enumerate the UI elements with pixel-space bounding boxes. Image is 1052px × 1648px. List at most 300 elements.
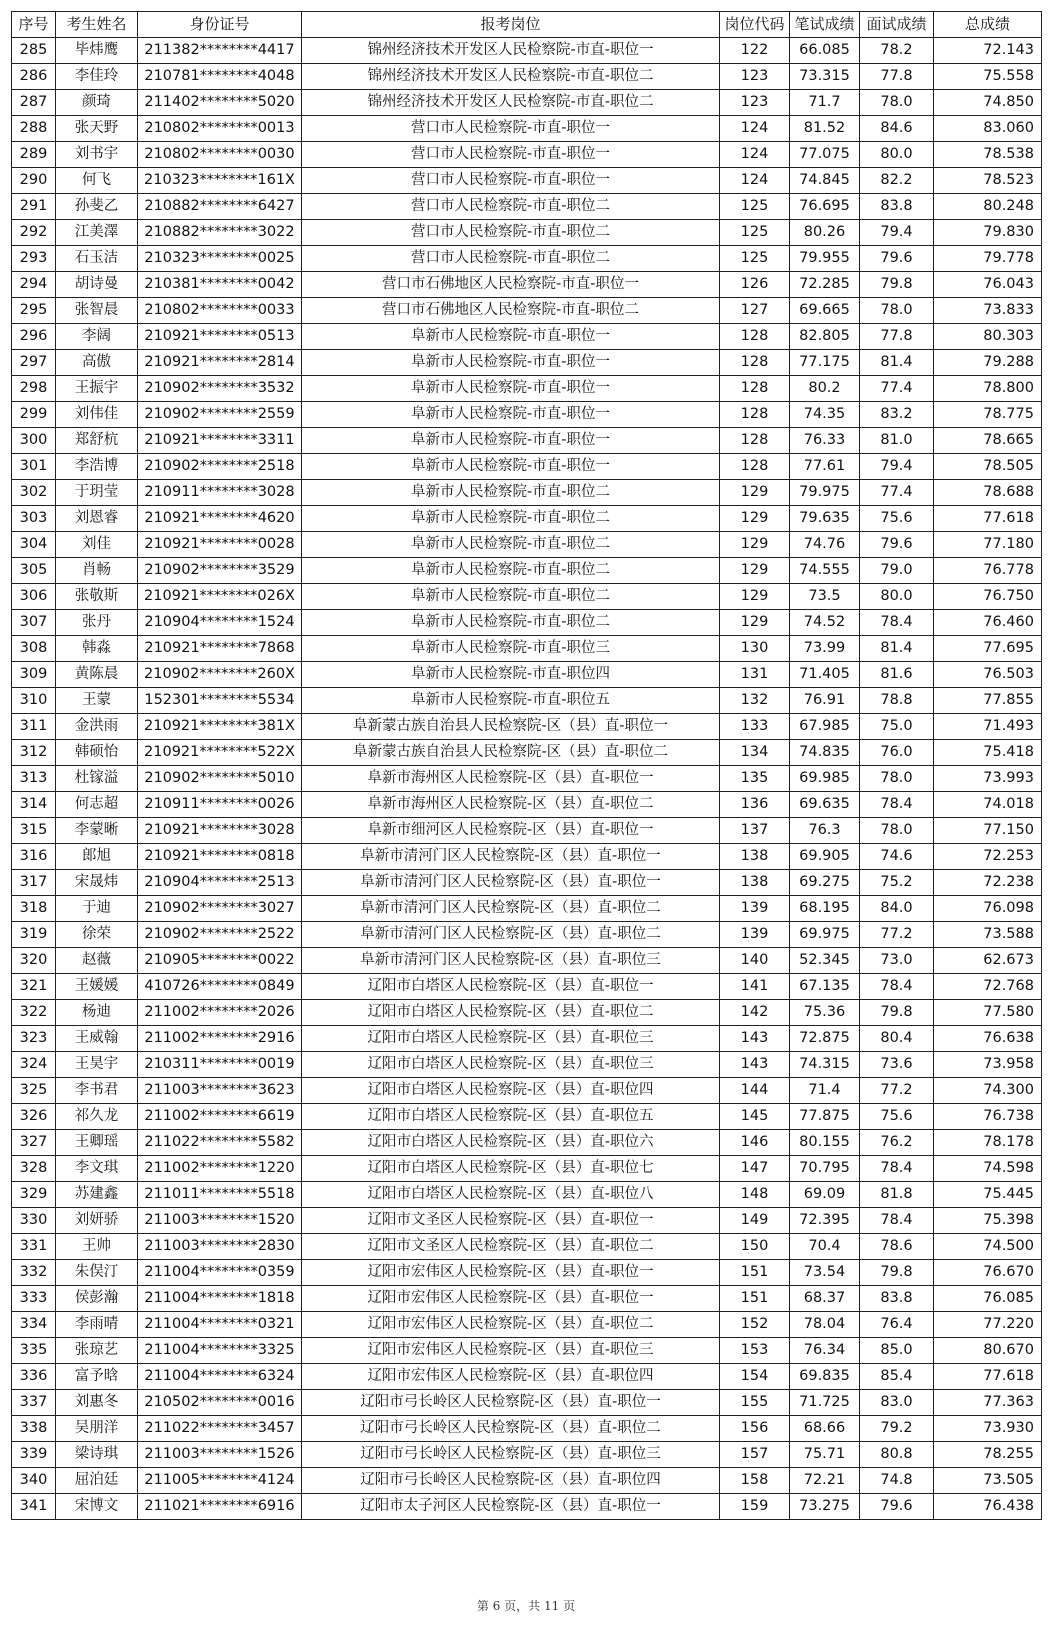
- cell-seq: 287: [12, 90, 56, 116]
- cell-id: 210802********0030: [138, 142, 302, 168]
- cell-name: 徐荣: [56, 922, 138, 948]
- cell-name: 张丹: [56, 610, 138, 636]
- cell-name: 侯彭瀚: [56, 1286, 138, 1312]
- cell-code: 151: [720, 1286, 790, 1312]
- cell-seq: 322: [12, 1000, 56, 1026]
- cell-written: 70.4: [790, 1234, 860, 1260]
- table-row: [12, 480, 1042, 506]
- cell-interview: 79.4: [860, 454, 934, 480]
- cell-position: 阜新蒙古族自治县人民检察院-区（县）直-职位一: [302, 714, 720, 740]
- cell-id: 211021********6916: [138, 1494, 302, 1520]
- header-position: 报考岗位: [302, 12, 720, 38]
- cell-seq: 318: [12, 896, 56, 922]
- cell-total: 74.018: [934, 792, 1042, 818]
- cell-position: 辽阳市宏伟区人民检察院-区（县）直-职位三: [302, 1338, 720, 1364]
- cell-written: 74.76: [790, 532, 860, 558]
- cell-name: 王振宇: [56, 376, 138, 402]
- cell-total: 72.253: [934, 844, 1042, 870]
- table-row: [12, 1130, 1042, 1156]
- table-row: [12, 792, 1042, 818]
- cell-written: 82.805: [790, 324, 860, 350]
- cell-id: 210921********0513: [138, 324, 302, 350]
- cell-seq: 299: [12, 402, 56, 428]
- cell-total: 78.178: [934, 1130, 1042, 1156]
- cell-total: 78.255: [934, 1442, 1042, 1468]
- cell-seq: 290: [12, 168, 56, 194]
- cell-written: 79.955: [790, 246, 860, 272]
- cell-written: 79.635: [790, 506, 860, 532]
- cell-code: 128: [720, 324, 790, 350]
- table-row: [12, 896, 1042, 922]
- table-row: [12, 350, 1042, 376]
- cell-total: 78.688: [934, 480, 1042, 506]
- cell-written: 75.36: [790, 1000, 860, 1026]
- cell-name: 宋博文: [56, 1494, 138, 1520]
- cell-total: 75.418: [934, 740, 1042, 766]
- cell-name: 李书君: [56, 1078, 138, 1104]
- cell-total: 72.143: [934, 38, 1042, 64]
- cell-id: 210902********2518: [138, 454, 302, 480]
- cell-position: 辽阳市弓长岭区人民检察院-区（县）直-职位三: [302, 1442, 720, 1468]
- cell-name: 王昊宇: [56, 1052, 138, 1078]
- cell-interview: 83.8: [860, 194, 934, 220]
- cell-interview: 77.8: [860, 324, 934, 350]
- cell-position: 辽阳市弓长岭区人民检察院-区（县）直-职位一: [302, 1390, 720, 1416]
- cell-written: 67.985: [790, 714, 860, 740]
- cell-id: 210882********6427: [138, 194, 302, 220]
- cell-written: 77.075: [790, 142, 860, 168]
- table-row: [12, 558, 1042, 584]
- cell-code: 152: [720, 1312, 790, 1338]
- table-row: [12, 766, 1042, 792]
- cell-name: 王媛媛: [56, 974, 138, 1000]
- cell-id: 210902********3532: [138, 376, 302, 402]
- cell-written: 52.345: [790, 948, 860, 974]
- cell-code: 153: [720, 1338, 790, 1364]
- cell-id: 211003********1520: [138, 1208, 302, 1234]
- cell-seq: 338: [12, 1416, 56, 1442]
- cell-name: 黄陈晨: [56, 662, 138, 688]
- cell-code: 131: [720, 662, 790, 688]
- cell-position: 辽阳市白塔区人民检察院-区（县）直-职位三: [302, 1052, 720, 1078]
- cell-written: 71.4: [790, 1078, 860, 1104]
- cell-seq: 300: [12, 428, 56, 454]
- table-row: [12, 610, 1042, 636]
- cell-interview: 81.4: [860, 350, 934, 376]
- cell-interview: 83.2: [860, 402, 934, 428]
- cell-interview: 80.0: [860, 584, 934, 610]
- cell-written: 67.135: [790, 974, 860, 1000]
- cell-written: 72.285: [790, 272, 860, 298]
- cell-code: 125: [720, 194, 790, 220]
- cell-total: 73.588: [934, 922, 1042, 948]
- cell-id: 210921********4620: [138, 506, 302, 532]
- cell-total: 71.493: [934, 714, 1042, 740]
- cell-position: 阜新市人民检察院-市直-职位一: [302, 428, 720, 454]
- table-row: [12, 1364, 1042, 1390]
- cell-name: 于玥莹: [56, 480, 138, 506]
- cell-code: 155: [720, 1390, 790, 1416]
- cell-position: 营口市人民检察院-市直-职位一: [302, 168, 720, 194]
- cell-seq: 294: [12, 272, 56, 298]
- table-row: [12, 948, 1042, 974]
- cell-name: 富予晗: [56, 1364, 138, 1390]
- cell-interview: 78.0: [860, 298, 934, 324]
- cell-code: 149: [720, 1208, 790, 1234]
- cell-total: 78.775: [934, 402, 1042, 428]
- cell-written: 69.985: [790, 766, 860, 792]
- cell-written: 81.52: [790, 116, 860, 142]
- cell-seq: 307: [12, 610, 56, 636]
- cell-total: 78.505: [934, 454, 1042, 480]
- cell-total: 76.750: [934, 584, 1042, 610]
- table-row: [12, 1104, 1042, 1130]
- cell-seq: 337: [12, 1390, 56, 1416]
- header-seq: 序号: [12, 12, 56, 38]
- cell-written: 80.155: [790, 1130, 860, 1156]
- cell-position: 辽阳市宏伟区人民检察院-区（县）直-职位四: [302, 1364, 720, 1390]
- cell-name: 张琼艺: [56, 1338, 138, 1364]
- cell-code: 128: [720, 428, 790, 454]
- cell-name: 李雨晴: [56, 1312, 138, 1338]
- cell-code: 144: [720, 1078, 790, 1104]
- cell-interview: 78.8: [860, 688, 934, 714]
- cell-seq: 303: [12, 506, 56, 532]
- cell-interview: 81.8: [860, 1182, 934, 1208]
- cell-code: 128: [720, 350, 790, 376]
- cell-total: 79.830: [934, 220, 1042, 246]
- cell-name: 李蒙晰: [56, 818, 138, 844]
- cell-seq: 288: [12, 116, 56, 142]
- table-row: [12, 90, 1042, 116]
- cell-written: 73.315: [790, 64, 860, 90]
- cell-id: 211004********1818: [138, 1286, 302, 1312]
- cell-position: 辽阳市宏伟区人民检察院-区（县）直-职位二: [302, 1312, 720, 1338]
- cell-id: 210781********4048: [138, 64, 302, 90]
- cell-interview: 75.2: [860, 870, 934, 896]
- page-footer: 第 6 页，共 11 页: [476, 1599, 576, 1613]
- cell-written: 76.91: [790, 688, 860, 714]
- cell-interview: 81.4: [860, 636, 934, 662]
- cell-written: 74.845: [790, 168, 860, 194]
- cell-interview: 73.6: [860, 1052, 934, 1078]
- cell-name: 胡诗曼: [56, 272, 138, 298]
- cell-id: 210311********0019: [138, 1052, 302, 1078]
- cell-position: 辽阳市白塔区人民检察院-区（县）直-职位二: [302, 1000, 720, 1026]
- cell-code: 138: [720, 844, 790, 870]
- cell-position: 辽阳市宏伟区人民检察院-区（县）直-职位一: [302, 1286, 720, 1312]
- table-row: [12, 870, 1042, 896]
- cell-name: 赵薇: [56, 948, 138, 974]
- cell-id: 211004********6324: [138, 1364, 302, 1390]
- cell-interview: 85.4: [860, 1364, 934, 1390]
- cell-total: 76.670: [934, 1260, 1042, 1286]
- cell-name: 刘恩睿: [56, 506, 138, 532]
- cell-name: 杨迪: [56, 1000, 138, 1026]
- cell-total: 78.523: [934, 168, 1042, 194]
- cell-interview: 78.2: [860, 38, 934, 64]
- cell-position: 阜新市海州区人民检察院-区（县）直-职位二: [302, 792, 720, 818]
- header-interview: 面试成绩: [860, 12, 934, 38]
- cell-position: 辽阳市白塔区人民检察院-区（县）直-职位一: [302, 974, 720, 1000]
- cell-code: 124: [720, 142, 790, 168]
- cell-id: 211002********6619: [138, 1104, 302, 1130]
- cell-total: 76.503: [934, 662, 1042, 688]
- cell-position: 辽阳市白塔区人民检察院-区（县）直-职位五: [302, 1104, 720, 1130]
- cell-seq: 327: [12, 1130, 56, 1156]
- cell-seq: 321: [12, 974, 56, 1000]
- cell-seq: 339: [12, 1442, 56, 1468]
- cell-id: 211402********5020: [138, 90, 302, 116]
- cell-name: 郎旭: [56, 844, 138, 870]
- cell-interview: 77.2: [860, 1078, 934, 1104]
- cell-seq: 292: [12, 220, 56, 246]
- cell-id: 210921********0028: [138, 532, 302, 558]
- cell-name: 张智晨: [56, 298, 138, 324]
- cell-id: 210921********522X: [138, 740, 302, 766]
- cell-id: 211004********3325: [138, 1338, 302, 1364]
- header-id: 身份证号: [138, 12, 302, 38]
- cell-name: 王卿瑶: [56, 1130, 138, 1156]
- cell-id: 210905********0022: [138, 948, 302, 974]
- cell-code: 148: [720, 1182, 790, 1208]
- table-row: [12, 38, 1042, 64]
- cell-written: 69.665: [790, 298, 860, 324]
- cell-seq: 328: [12, 1156, 56, 1182]
- table-row: [12, 506, 1042, 532]
- cell-written: 73.54: [790, 1260, 860, 1286]
- cell-written: 69.275: [790, 870, 860, 896]
- cell-seq: 330: [12, 1208, 56, 1234]
- cell-seq: 304: [12, 532, 56, 558]
- cell-id: 210902********260X: [138, 662, 302, 688]
- cell-written: 77.61: [790, 454, 860, 480]
- cell-interview: 77.2: [860, 922, 934, 948]
- cell-name: 郑舒杭: [56, 428, 138, 454]
- cell-position: 阜新市清河门区人民检察院-区（县）直-职位二: [302, 922, 720, 948]
- cell-interview: 81.6: [860, 662, 934, 688]
- cell-code: 139: [720, 922, 790, 948]
- cell-written: 71.7: [790, 90, 860, 116]
- cell-code: 143: [720, 1026, 790, 1052]
- cell-total: 80.248: [934, 194, 1042, 220]
- cell-seq: 297: [12, 350, 56, 376]
- cell-name: 杜镓溢: [56, 766, 138, 792]
- cell-code: 129: [720, 480, 790, 506]
- cell-written: 79.975: [790, 480, 860, 506]
- cell-position: 阜新市人民检察院-市直-职位二: [302, 558, 720, 584]
- cell-id: 210921********3311: [138, 428, 302, 454]
- cell-seq: 298: [12, 376, 56, 402]
- cell-code: 133: [720, 714, 790, 740]
- cell-interview: 79.8: [860, 1000, 934, 1026]
- cell-name: 李阔: [56, 324, 138, 350]
- cell-total: 76.098: [934, 896, 1042, 922]
- table-row: [12, 428, 1042, 454]
- cell-written: 74.555: [790, 558, 860, 584]
- cell-position: 辽阳市白塔区人民检察院-区（县）直-职位七: [302, 1156, 720, 1182]
- cell-name: 王蒙: [56, 688, 138, 714]
- cell-written: 76.33: [790, 428, 860, 454]
- cell-interview: 78.4: [860, 792, 934, 818]
- cell-position: 营口市人民检察院-市直-职位一: [302, 116, 720, 142]
- cell-name: 刘妍骄: [56, 1208, 138, 1234]
- table-row: [12, 376, 1042, 402]
- cell-id: 211022********3457: [138, 1416, 302, 1442]
- table-row: [12, 402, 1042, 428]
- cell-seq: 319: [12, 922, 56, 948]
- cell-code: 136: [720, 792, 790, 818]
- cell-id: 210502********0016: [138, 1390, 302, 1416]
- cell-code: 129: [720, 532, 790, 558]
- cell-seq: 341: [12, 1494, 56, 1520]
- cell-position: 辽阳市白塔区人民检察院-区（县）直-职位八: [302, 1182, 720, 1208]
- header-name: 考生姓名: [56, 12, 138, 38]
- cell-total: 77.618: [934, 1364, 1042, 1390]
- cell-code: 142: [720, 1000, 790, 1026]
- cell-seq: 295: [12, 298, 56, 324]
- cell-total: 74.850: [934, 90, 1042, 116]
- cell-written: 73.99: [790, 636, 860, 662]
- cell-code: 151: [720, 1260, 790, 1286]
- cell-id: 211003********3623: [138, 1078, 302, 1104]
- cell-id: 211004********0359: [138, 1260, 302, 1286]
- cell-name: 宋晟炜: [56, 870, 138, 896]
- cell-id: 210802********0013: [138, 116, 302, 142]
- cell-code: 129: [720, 610, 790, 636]
- cell-code: 146: [720, 1130, 790, 1156]
- cell-interview: 78.4: [860, 1208, 934, 1234]
- cell-code: 143: [720, 1052, 790, 1078]
- table-row: [12, 1286, 1042, 1312]
- cell-seq: 323: [12, 1026, 56, 1052]
- table-row: [12, 142, 1042, 168]
- cell-written: 69.635: [790, 792, 860, 818]
- cell-total: 76.460: [934, 610, 1042, 636]
- cell-id: 211002********2026: [138, 1000, 302, 1026]
- cell-name: 金洪雨: [56, 714, 138, 740]
- cell-seq: 296: [12, 324, 56, 350]
- cell-name: 颜琦: [56, 90, 138, 116]
- cell-written: 77.175: [790, 350, 860, 376]
- cell-id: 210911********0026: [138, 792, 302, 818]
- cell-seq: 313: [12, 766, 56, 792]
- cell-interview: 79.6: [860, 532, 934, 558]
- cell-interview: 83.8: [860, 1286, 934, 1312]
- cell-code: 137: [720, 818, 790, 844]
- cell-code: 139: [720, 896, 790, 922]
- cell-total: 77.363: [934, 1390, 1042, 1416]
- table-row: [12, 454, 1042, 480]
- cell-id: 210921********2814: [138, 350, 302, 376]
- cell-name: 韩硕怡: [56, 740, 138, 766]
- cell-interview: 78.0: [860, 818, 934, 844]
- cell-interview: 81.0: [860, 428, 934, 454]
- cell-id: 211002********1220: [138, 1156, 302, 1182]
- cell-name: 苏建鑫: [56, 1182, 138, 1208]
- cell-interview: 80.0: [860, 142, 934, 168]
- table-row: [12, 532, 1042, 558]
- cell-written: 70.795: [790, 1156, 860, 1182]
- table-row: [12, 714, 1042, 740]
- cell-position: 阜新市人民检察院-市直-职位三: [302, 636, 720, 662]
- cell-interview: 77.4: [860, 376, 934, 402]
- cell-total: 80.670: [934, 1338, 1042, 1364]
- cell-code: 147: [720, 1156, 790, 1182]
- cell-seq: 314: [12, 792, 56, 818]
- table-row: [12, 1442, 1042, 1468]
- cell-total: 77.855: [934, 688, 1042, 714]
- cell-position: 阜新市清河门区人民检察院-区（县）直-职位二: [302, 896, 720, 922]
- cell-code: 145: [720, 1104, 790, 1130]
- cell-id: 152301********5534: [138, 688, 302, 714]
- cell-position: 阜新蒙古族自治县人民检察院-区（县）直-职位二: [302, 740, 720, 766]
- cell-seq: 308: [12, 636, 56, 662]
- cell-name: 石玉洁: [56, 246, 138, 272]
- cell-total: 78.800: [934, 376, 1042, 402]
- cell-position: 阜新市人民检察院-市直-职位二: [302, 584, 720, 610]
- cell-interview: 78.6: [860, 1234, 934, 1260]
- cell-written: 73.5: [790, 584, 860, 610]
- table-row: [12, 194, 1042, 220]
- cell-name: 王威翰: [56, 1026, 138, 1052]
- cell-name: 何志超: [56, 792, 138, 818]
- cell-interview: 75.6: [860, 506, 934, 532]
- table-row: [12, 1468, 1042, 1494]
- cell-id: 211011********5518: [138, 1182, 302, 1208]
- cell-total: 73.833: [934, 298, 1042, 324]
- cell-interview: 79.8: [860, 1260, 934, 1286]
- cell-total: 83.060: [934, 116, 1042, 142]
- table-row: [12, 974, 1042, 1000]
- cell-code: 150: [720, 1234, 790, 1260]
- cell-interview: 79.2: [860, 1416, 934, 1442]
- cell-seq: 316: [12, 844, 56, 870]
- cell-total: 76.085: [934, 1286, 1042, 1312]
- cell-interview: 77.4: [860, 480, 934, 506]
- cell-code: 158: [720, 1468, 790, 1494]
- cell-position: 阜新市人民检察院-市直-职位五: [302, 688, 720, 714]
- cell-name: 李佳玲: [56, 64, 138, 90]
- cell-written: 74.52: [790, 610, 860, 636]
- cell-position: 辽阳市文圣区人民检察院-区（县）直-职位二: [302, 1234, 720, 1260]
- cell-seq: 336: [12, 1364, 56, 1390]
- cell-name: 张天野: [56, 116, 138, 142]
- cell-name: 梁诗琪: [56, 1442, 138, 1468]
- cell-seq: 310: [12, 688, 56, 714]
- cell-position: 阜新市清河门区人民检察院-区（县）直-职位一: [302, 870, 720, 896]
- cell-name: 李文琪: [56, 1156, 138, 1182]
- cell-written: 80.26: [790, 220, 860, 246]
- cell-seq: 289: [12, 142, 56, 168]
- cell-written: 75.71: [790, 1442, 860, 1468]
- table-row: [12, 298, 1042, 324]
- cell-code: 129: [720, 506, 790, 532]
- cell-seq: 333: [12, 1286, 56, 1312]
- cell-seq: 302: [12, 480, 56, 506]
- table-row: [12, 1338, 1042, 1364]
- cell-name: 朱俣汀: [56, 1260, 138, 1286]
- cell-seq: 306: [12, 584, 56, 610]
- cell-seq: 309: [12, 662, 56, 688]
- cell-position: 阜新市细河区人民检察院-区（县）直-职位一: [302, 818, 720, 844]
- cell-total: 78.538: [934, 142, 1042, 168]
- table-row: [12, 584, 1042, 610]
- cell-interview: 75.0: [860, 714, 934, 740]
- cell-code: 157: [720, 1442, 790, 1468]
- cell-position: 营口市人民检察院-市直-职位一: [302, 142, 720, 168]
- cell-name: 孙斐乙: [56, 194, 138, 220]
